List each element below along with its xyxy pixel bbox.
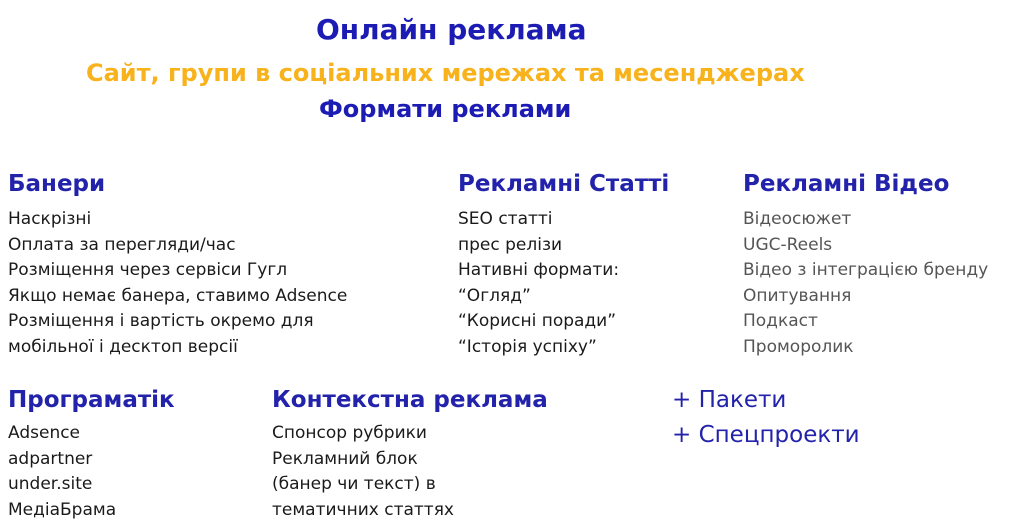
list-item: Розміщення і вартість окремо для bbox=[8, 311, 314, 332]
section-heading-banners: Банери bbox=[8, 171, 106, 197]
page-subtitle: Сайт, групи в соціальних мережах та месенджерах bbox=[86, 59, 805, 87]
list-item: Проморолик bbox=[743, 336, 854, 357]
list-item: Спонсор рубрики bbox=[272, 423, 427, 443]
list-item: UGC-Reels bbox=[743, 234, 833, 255]
section-video bbox=[743, 169, 988, 361]
list-item: adpartner bbox=[8, 448, 93, 469]
list-item: Adsence bbox=[8, 423, 81, 443]
list-item: (банер чи текст) в bbox=[272, 474, 436, 495]
list-item: тематичних статтях bbox=[272, 499, 454, 520]
list-item: Якщо немає банера, ставимо Adsence bbox=[8, 285, 348, 306]
list-item: Відео з інтеграцією бренду bbox=[743, 260, 989, 281]
section-programmatic bbox=[8, 385, 175, 523]
list-item: Наскрізні bbox=[8, 209, 92, 229]
list-item: мобільної і десктоп версії bbox=[8, 336, 238, 357]
list-banners bbox=[8, 207, 347, 361]
list-item: Відеосюжет bbox=[743, 209, 852, 229]
list-item: “Огляд” bbox=[458, 285, 531, 306]
list-item: прес релізи bbox=[458, 234, 563, 255]
formats-title: Формати реклами bbox=[319, 95, 572, 123]
list-item: Рекламний блок bbox=[272, 448, 418, 469]
section-contextual bbox=[272, 385, 548, 523]
section-banners bbox=[8, 169, 347, 361]
extra-special-projects: + Спецпроекти bbox=[672, 422, 860, 448]
list-articles bbox=[458, 207, 669, 361]
list-item: Нативні формати: bbox=[458, 260, 620, 281]
list-item: Розміщення через сервіси Гугл bbox=[8, 260, 288, 281]
list-item: “Історія успіху” bbox=[458, 336, 597, 357]
list-contextual bbox=[272, 421, 548, 523]
section-articles bbox=[458, 169, 669, 361]
list-item: under.site bbox=[8, 474, 93, 495]
section-heading-programmatic: Програматік bbox=[8, 387, 175, 413]
list-video bbox=[743, 207, 988, 361]
section-heading-articles: Рекламні Статті bbox=[458, 171, 670, 197]
list-item: “Корисні поради” bbox=[458, 311, 617, 332]
list-item: Опитування bbox=[743, 285, 852, 306]
list-item: Оплата за перегляди/час bbox=[8, 234, 236, 255]
section-heading-contextual: Контекстна реклама bbox=[272, 387, 548, 413]
page-title: Онлайн реклама bbox=[316, 13, 587, 46]
list-item: Подкаст bbox=[743, 311, 818, 332]
list-item: SEO статті bbox=[458, 209, 553, 229]
list-programmatic bbox=[8, 421, 175, 523]
extra-packages: + Пакети bbox=[672, 387, 787, 413]
section-heading-video: Рекламні Відео bbox=[743, 171, 950, 197]
list-item: МедіаБрама bbox=[8, 499, 117, 520]
